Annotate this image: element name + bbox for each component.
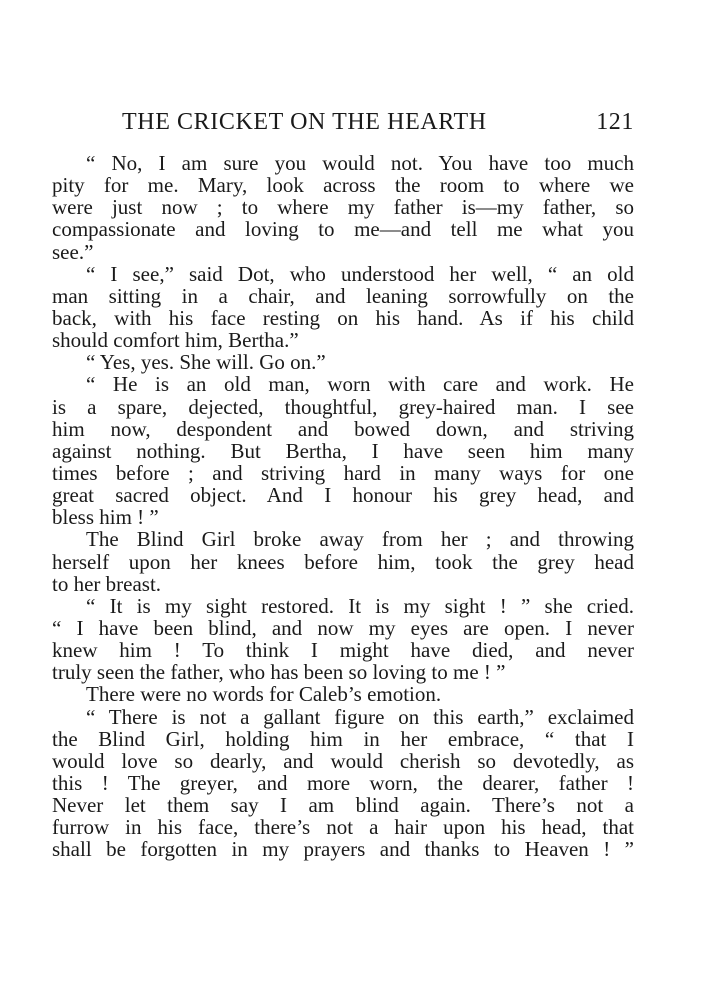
text-line: back, with his face resting on his hand. As if his child xyxy=(52,305,634,330)
page-number: 121 xyxy=(596,109,634,135)
text-line: truly seen the father, who has been so loving to me ! ” xyxy=(52,660,506,685)
text-line: pity for me. Mary, look across the room to where we xyxy=(52,173,634,198)
text-line: Never let them say I am blind again. There’s not a xyxy=(52,793,634,818)
text-line: “ No, I am sure you would not. You have too much xyxy=(86,151,634,175)
text-line: compassionate and loving to me—and tell me what you xyxy=(52,217,634,242)
body-text xyxy=(52,152,634,861)
text-line: “ I see,” said Dot, who understood her well, “ an old xyxy=(86,261,634,286)
text-line: The Blind Girl broke away from her ; and throwing xyxy=(86,527,634,552)
text-line: to her breast. xyxy=(52,571,162,596)
text-line: see.” xyxy=(52,239,94,264)
text-line: knew him ! To think I might have died, and never xyxy=(52,638,634,663)
text-line: “ Yes, yes. She will. Go on.” xyxy=(86,350,326,375)
text-line: would love so dearly, and would cherish so devotedly, as xyxy=(52,748,634,773)
text-line: “ It is my sight restored. It is my sight ! ” she cried. xyxy=(86,593,634,618)
text-line: “ There is not a gallant figure on this earth,” exclaimed xyxy=(86,704,634,729)
text-line: “ I have been blind, and now my eyes are open. I never xyxy=(52,615,634,640)
text-line: the Blind Girl, holding him in her embrace, “ that I xyxy=(52,726,634,751)
text-line: were just now ; to where my father is—my father, so xyxy=(52,195,634,220)
text-line: furrow in his face, there’s not a hair upon his head, that xyxy=(52,815,634,840)
running-head xyxy=(52,105,634,139)
text-line: against nothing. But Bertha, I have seen him many xyxy=(52,438,634,463)
text-line: There were no words for Caleb’s emotion. xyxy=(86,682,442,707)
text-line: times before ; and striving hard in many ways for one xyxy=(52,460,634,485)
text-line: him now, despondent and bowed down, and striving xyxy=(52,416,634,441)
text-line: shall be forgotten in my prayers and thanks to Heaven ! ” xyxy=(52,837,634,862)
text-line: great sacred object. And I honour his grey head, and xyxy=(52,483,634,508)
text-line: is a spare, dejected, thoughtful, grey-haired man. I see xyxy=(52,394,634,419)
text-line: should comfort him, Bertha.” xyxy=(52,328,299,353)
text-line: man sitting in a chair, and leaning sorrowfully on the xyxy=(52,283,634,308)
text-line: “ He is an old man, worn with care and work. He xyxy=(86,372,634,397)
text-line: bless him ! ” xyxy=(52,505,159,530)
text-line: this ! The greyer, and more worn, the dearer, father ! xyxy=(52,770,634,795)
text-line: herself upon her knees before him, took the grey head xyxy=(52,549,634,574)
running-title: THE CRICKET ON THE HEARTH xyxy=(122,109,487,135)
